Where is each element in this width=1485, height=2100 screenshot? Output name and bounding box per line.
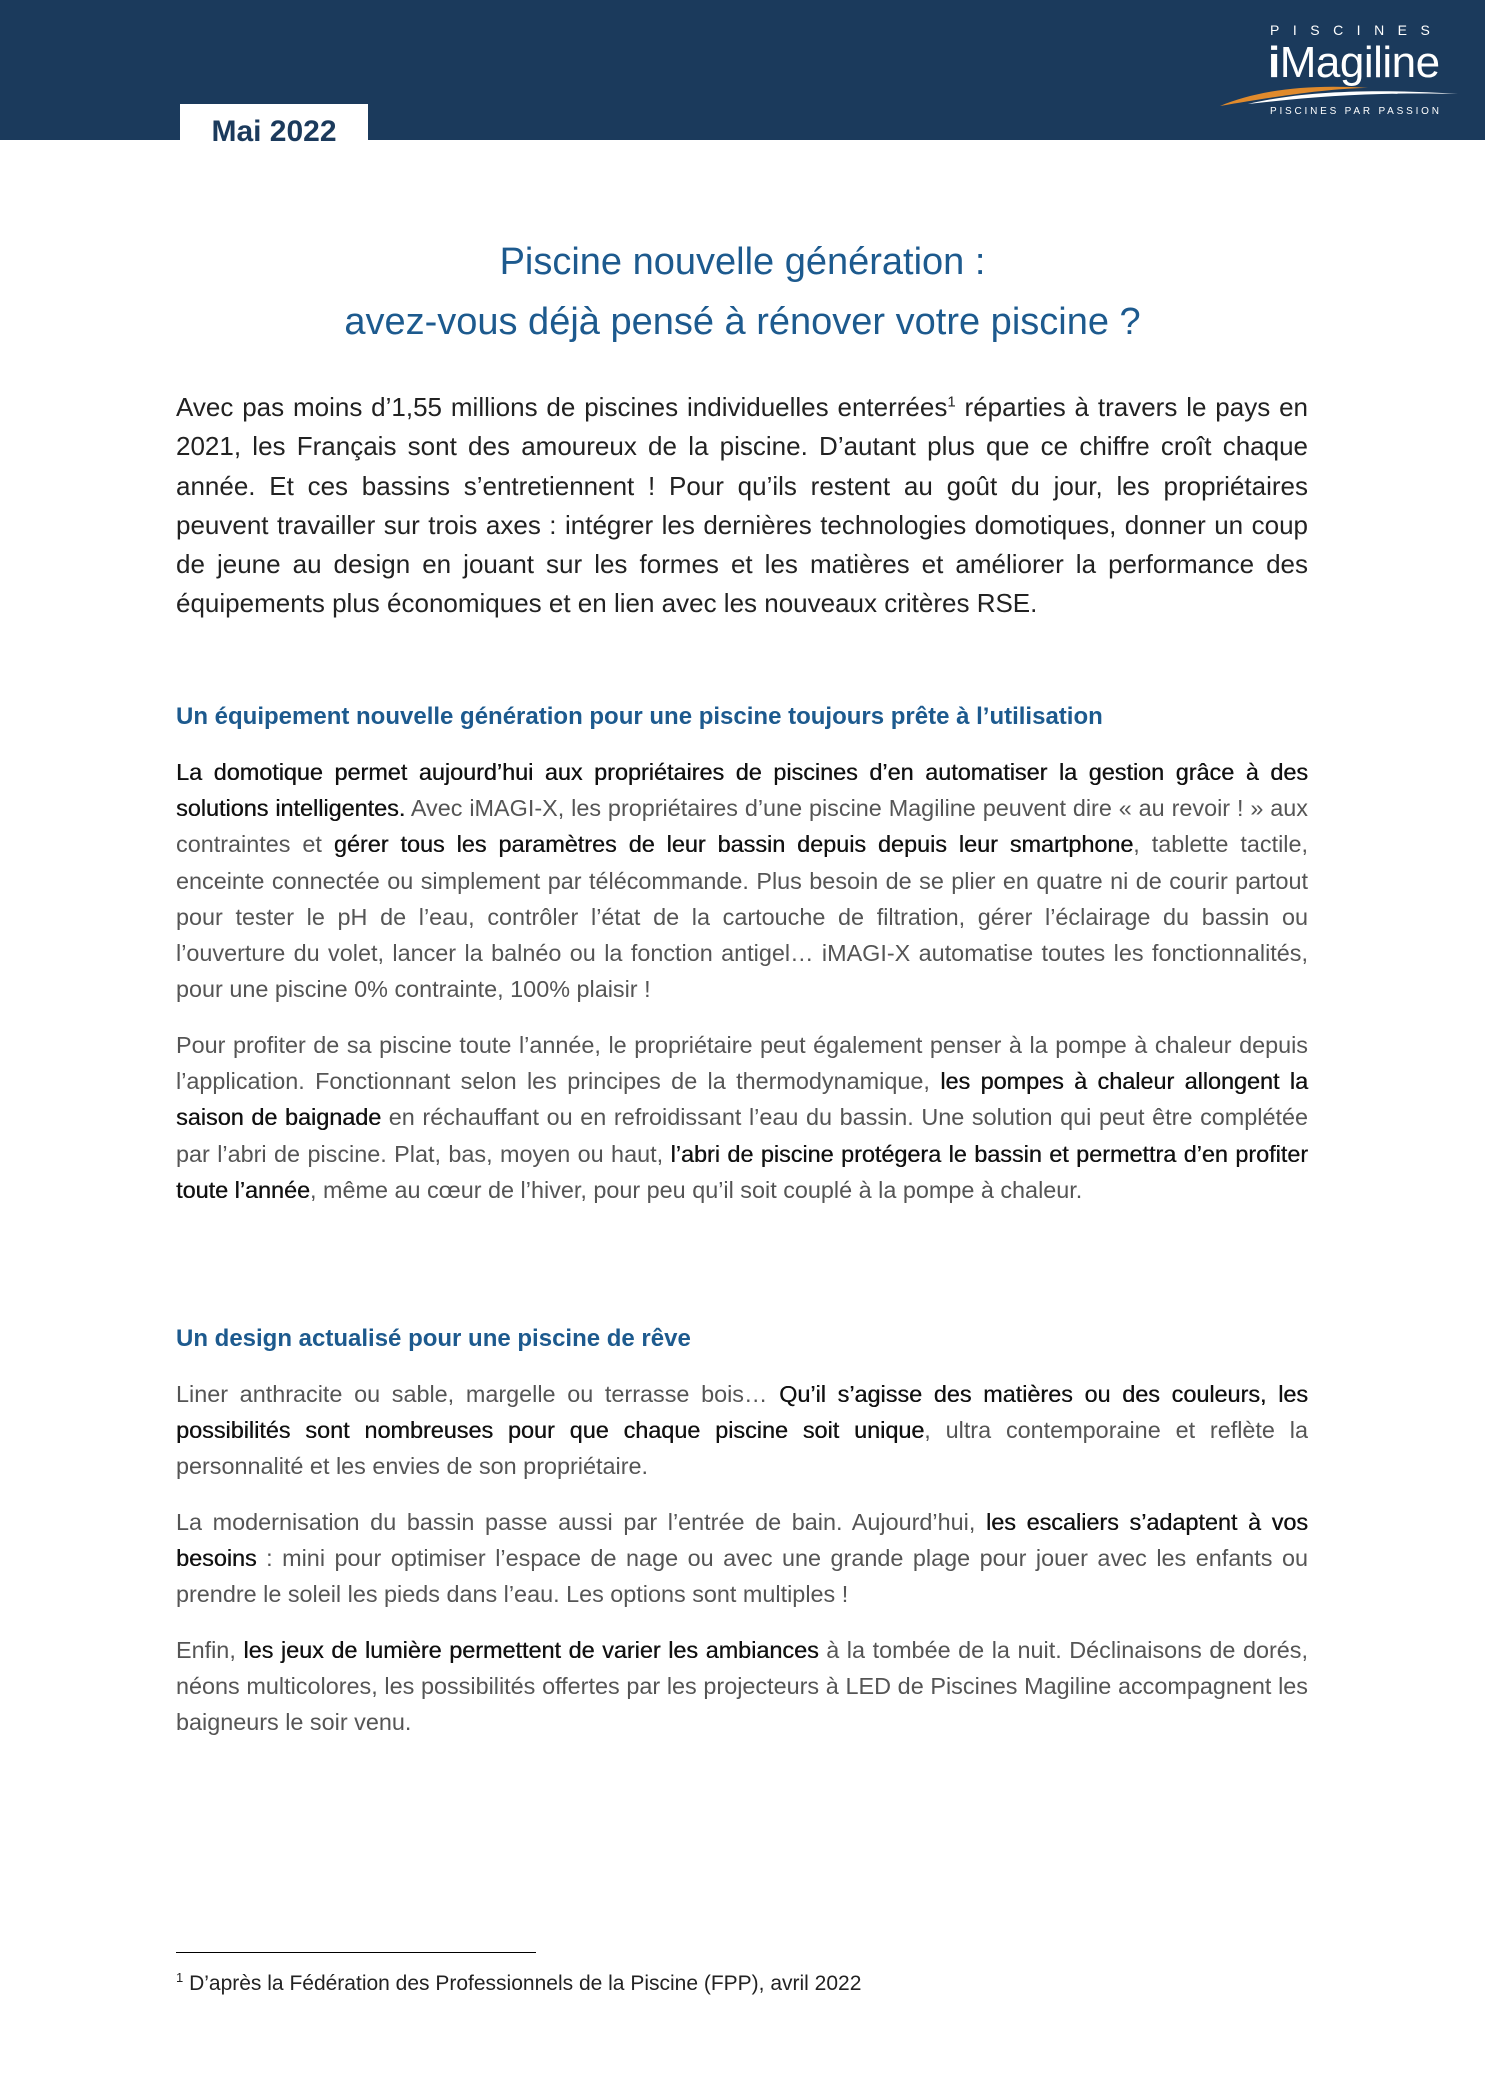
section-heading-equipment: Un équipement nouvelle génération pour une piscine toujours prête à l’utilisation: [176, 703, 1103, 730]
title-line-2: avez-vous déjà pensé à rénover votre piscine ?: [344, 301, 1141, 343]
logo-tagline: PISCINES PAR PASSION: [1270, 106, 1442, 117]
logo-name-initial: i: [1268, 38, 1280, 87]
body-text: , même au cœur de l’hiver, pour peu qu’il soit couplé à la pompe à chaleur.: [309, 1176, 1083, 1203]
body-text: , ultra contemporaine et reflète la personnalité et les envies de son propriétaire.: [176, 1417, 1309, 1480]
title-line-1: Piscine nouvelle génération :: [499, 241, 986, 283]
body-text: Pour profiter de sa piscine toute l’année, le propriétaire peut également penser à la pompe à chaleur depuis l’application. Fonctionnant selon les principes de la thermodynamique,: [176, 1032, 1308, 1095]
logo-name-rest: Magiline: [1279, 38, 1440, 87]
page-title: [0, 232, 1485, 352]
paragraph-escaliers: [176, 1504, 1308, 1613]
paragraph-matieres: [176, 1376, 1308, 1485]
bold-text: gérer tous les paramètres de leur bassin depuis depuis leur smartphone: [333, 831, 1134, 858]
paragraph-pompe-chaleur: [176, 1027, 1308, 1208]
footnote-divider: [176, 1952, 536, 1953]
intro-text-start: Avec pas moins d’1,55 millions de piscines individuelles enterrées: [176, 392, 948, 422]
bold-text: La domotique permet aujourd’hui aux propriétaires de piscines d’en automatiser la gestion grâce à des solutions intelligentes.: [176, 759, 1308, 822]
bold-text: l’abri de piscine protégera le bassin et permettra d’en profiter toute l’année: [176, 1140, 1308, 1203]
body-text: Enfin,: [176, 1637, 244, 1663]
body-text: , tablette tactile, enceinte connectée ou simplement par télécommande. Plus besoin de se plier en quatre ni de courir partout pour tester le pH de l’eau, contrôler l’état de la cartouche de filtration, gérer l’éclairage du bassin ou l’ouverture du volet, lancer la balnéo ou la fonction antigel… iMAGI-X automatise toutes les fonctionnalités, pour une piscine 0% contrainte, 100% plaisir !: [176, 831, 1308, 1003]
body-text: La modernisation du bassin passe aussi par l’entrée de bain. Aujourd’hui,: [176, 1509, 986, 1535]
paragraph-lumiere: [176, 1632, 1308, 1741]
logo-top-text: PISCINES: [1270, 22, 1444, 38]
body-text: en réchauffant ou en refroidissant l’eau du bassin. Une solution qui peut être complétée par l’abri de piscine. Plat, bas, moyen ou haut,: [176, 1104, 1308, 1167]
intro-paragraph: [176, 388, 1308, 624]
magiline-logo: [1218, 18, 1468, 123]
bold-text: les jeux de lumière permettent de varier les ambiances: [243, 1637, 819, 1663]
bold-text: les pompes à chaleur allongent la saison de baignade: [176, 1068, 1308, 1131]
footnote-number: 1: [176, 1970, 184, 1985]
date-tab: [180, 104, 368, 156]
logo-brand-name: [1268, 38, 1440, 88]
section-heading-design: Un design actualisé pour une piscine de rêve: [176, 1325, 691, 1352]
intro-text-end: réparties à travers le pays en 2021, les Français sont des amoureux de la piscine. D’autant plus que ce chiffre croît chaque année. Et ces bassins s’entretiennent ! Pour qu’ils restent au goût du jour, les propriétaires peuvent travailler sur trois axes : intégrer les dernières technologies domotiques, donner un coup de jeune au design en jouant sur les formes et les matières et améliorer la performance des équipements plus économiques et en lien avec les nouveaux critères RSE.: [176, 392, 1308, 619]
body-text: Liner anthracite ou sable, margelle ou terrasse bois…: [176, 1381, 780, 1407]
footnote-reference: 1: [947, 393, 956, 411]
footnote: [176, 1970, 861, 1998]
body-text: à la tombée de la nuit. Déclinaisons de dorés, néons multicolores, les possibilités offertes par les projecteurs à LED de Piscines Magiline accompagnent les baigneurs le soir venu.: [176, 1637, 1308, 1736]
body-text: : mini pour optimiser l’espace de nage ou avec une grande plage pour jouer avec les enfants ou prendre le soleil les pieds dans l’eau. Les options sont multiples !: [176, 1545, 1308, 1608]
footnote-text: D’après la Fédération des Professionnels de la Piscine (FPP), avril 2022: [183, 1972, 862, 1995]
document-date: Mai 2022: [211, 115, 337, 148]
bold-text: les escaliers s’adaptent à vos besoins: [176, 1509, 1308, 1572]
logo-swoosh-icon: [1218, 82, 1468, 108]
bold-text: Qu’il s’agisse des matières ou des couleurs, les possibilités sont nombreuses pour que chaque piscine soit unique: [176, 1381, 1308, 1444]
body-text: Avec iMAGI-X, les propriétaires d’une piscine Magiline peuvent dire « au revoir ! » aux contraintes et: [176, 795, 1308, 858]
paragraph-domotique: [176, 754, 1308, 1007]
